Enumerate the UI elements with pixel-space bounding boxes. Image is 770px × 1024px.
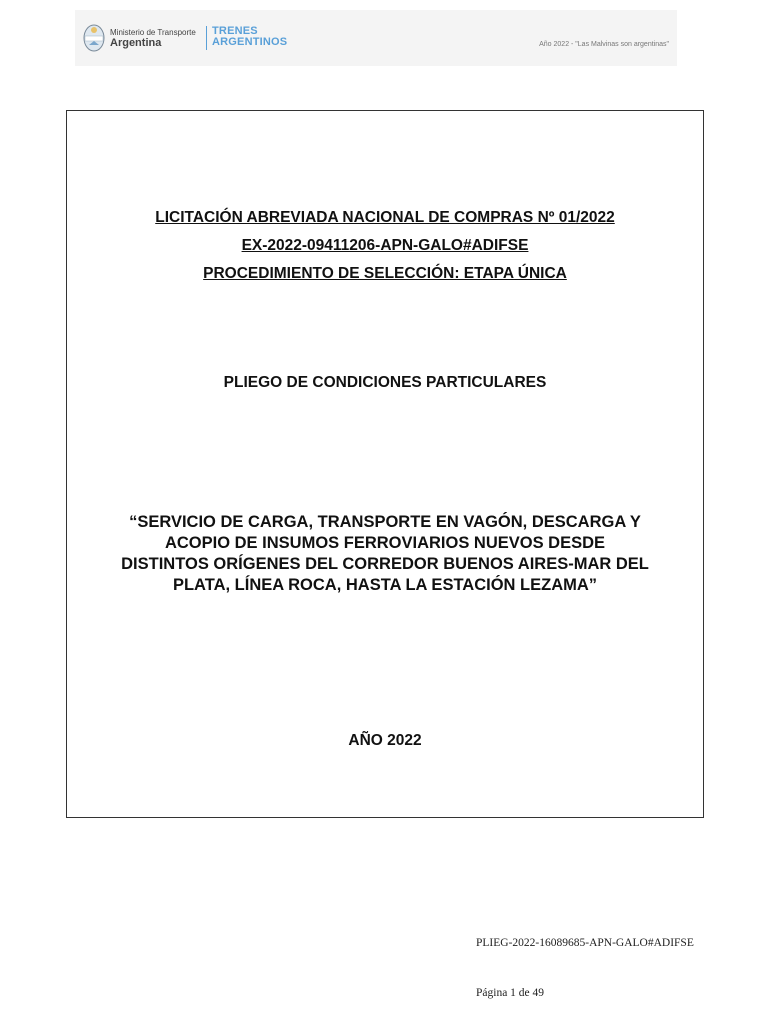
country-name: Argentina [110,37,162,49]
service-line: DISTINTOS ORÍGENES DEL CORREDOR BUENOS AIRES-MAR DEL [121,555,649,573]
tender-title: LICITACIÓN ABREVIADA NACIONAL DE COMPRAS Nº 01/2022 [155,209,615,226]
argentina-seal-icon [83,23,105,53]
brand-line-2: ARGENTINOS [212,36,288,48]
cover-year: AÑO 2022 [348,732,422,749]
ministry-name: Ministerio de Transporte [110,28,196,37]
trenes-argentinos-logo [212,26,287,48]
logo-divider [206,26,207,50]
service-line: ACOPIO DE INSUMOS FERROVIARIOS NUEVOS DESDE [164,534,606,552]
selection-procedure: PROCEDIMIENTO DE SELECCIÓN: ETAPA ÚNICA [203,265,567,282]
document-type: PLIEGO DE CONDICIONES PARTICULARES [223,374,547,391]
ministry-logo-text [110,28,196,48]
document-reference: PLIEG-2022-16089685-APN-GALO#ADIFSE [476,937,694,949]
service-description [70,512,700,596]
year-motto: Año 2022 - "Las Malvinas son argentinas" [539,41,669,48]
file-number: EX-2022-09411206-APN-GALO#ADIFSE [241,237,529,254]
brand-line-1: TRENES [212,25,258,37]
service-line: PLATA, LÍNEA ROCA, HASTA LA ESTACIÓN LEZAMA” [172,576,598,594]
header-banner [75,10,677,66]
service-line: “SERVICIO DE CARGA, TRANSPORTE EN VAGÓN, DESCARGA Y [129,513,641,531]
page-number: Página 1 de 49 [476,987,545,999]
cover-title [66,204,704,288]
